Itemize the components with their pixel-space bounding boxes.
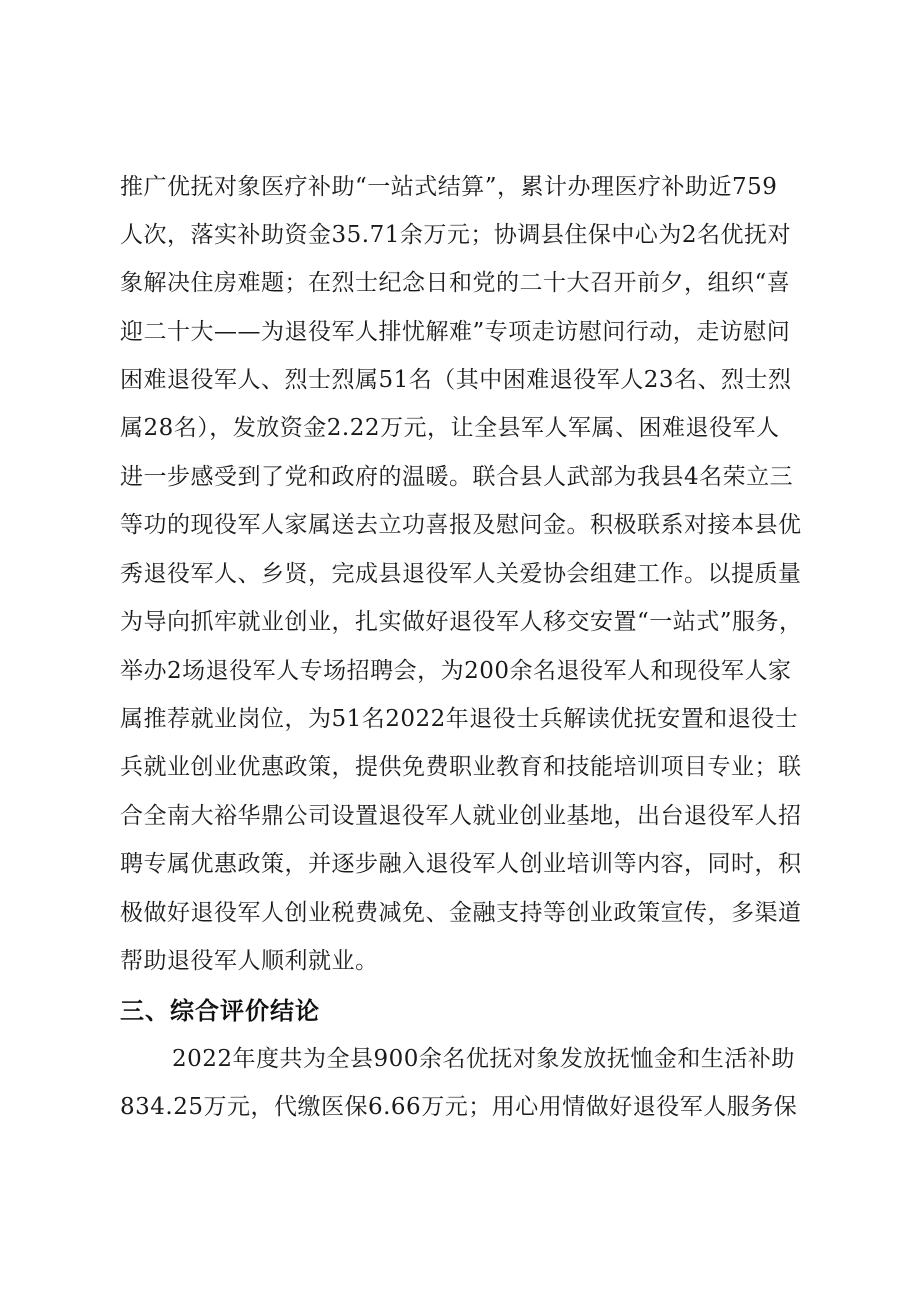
paragraph-line: 834.25万元，代缴医保6.66万元；用心用情做好退役军人服务保 [120,1094,798,1120]
paragraph-line: 象解决住房难题；在烈士纪念日和党的二十大召开前夕，组织“喜 [120,270,791,296]
paragraph-line: 迎二十大——为退役军人排忧解难”专项走访慰问行动，走访慰问 [120,319,791,345]
paragraph-line: 秀退役军人、乡贤，完成县退役军人关爱协会组建工作。以提质量 [120,561,802,587]
paragraph-line: 推广优抚对象医疗补助“一站式结算”，累计办理医疗补助近759 [120,174,778,200]
paragraph-line: 聘专属优惠政策，并逐步融入退役军人创业培训等内容，同时，积 [120,851,802,877]
paragraph-line: 属28名），发放资金2.22万元，让全县军人军属、困难退役军人 [120,415,780,441]
paragraph-line: 等功的现役军人家属送去立功喜报及慰问金。积极联系对接本县优 [120,512,802,538]
paragraph-line: 困难退役军人、烈士烈属51名（其中困难退役军人23名、烈士烈 [120,367,792,393]
paragraph-line: 合全南大裕华鼎公司设置退役军人就业创业基地，出台退役军人招 [120,803,802,829]
paragraph-line: 兵就业创业优惠政策，提供免费职业教育和技能培训项目专业；联 [120,754,802,780]
paragraph-line: 人次，落实补助资金35.71余万元；协调县住保中心为2名优抚对 [120,222,791,248]
paragraph-line: 帮助退役军人顺利就业。 [120,948,379,974]
paragraph-line: 为导向抓牢就业创业，扎实做好退役军人移交安置“一站式”服务， [120,609,803,635]
paragraph-line: 属推荐就业岗位，为51名2022年退役士兵解读优抚安置和退役士 [120,706,799,732]
paragraph-line: 极做好退役军人创业税费减免、金融支持等创业政策宣传，多渠道 [120,900,802,926]
paragraph-line: 举办2场退役军人专场招聘会，为200余名退役军人和现役军人家 [120,658,792,684]
section-heading: 三、综合评价结论 [120,997,320,1025]
paragraph-line: 进一步感受到了党和政府的温暖。联合县人武部为我县4名荣立三 [120,464,794,490]
paragraph-line: 2022年度共为全县900余名优抚对象发放抚恤金和生活补助 [172,1046,795,1072]
